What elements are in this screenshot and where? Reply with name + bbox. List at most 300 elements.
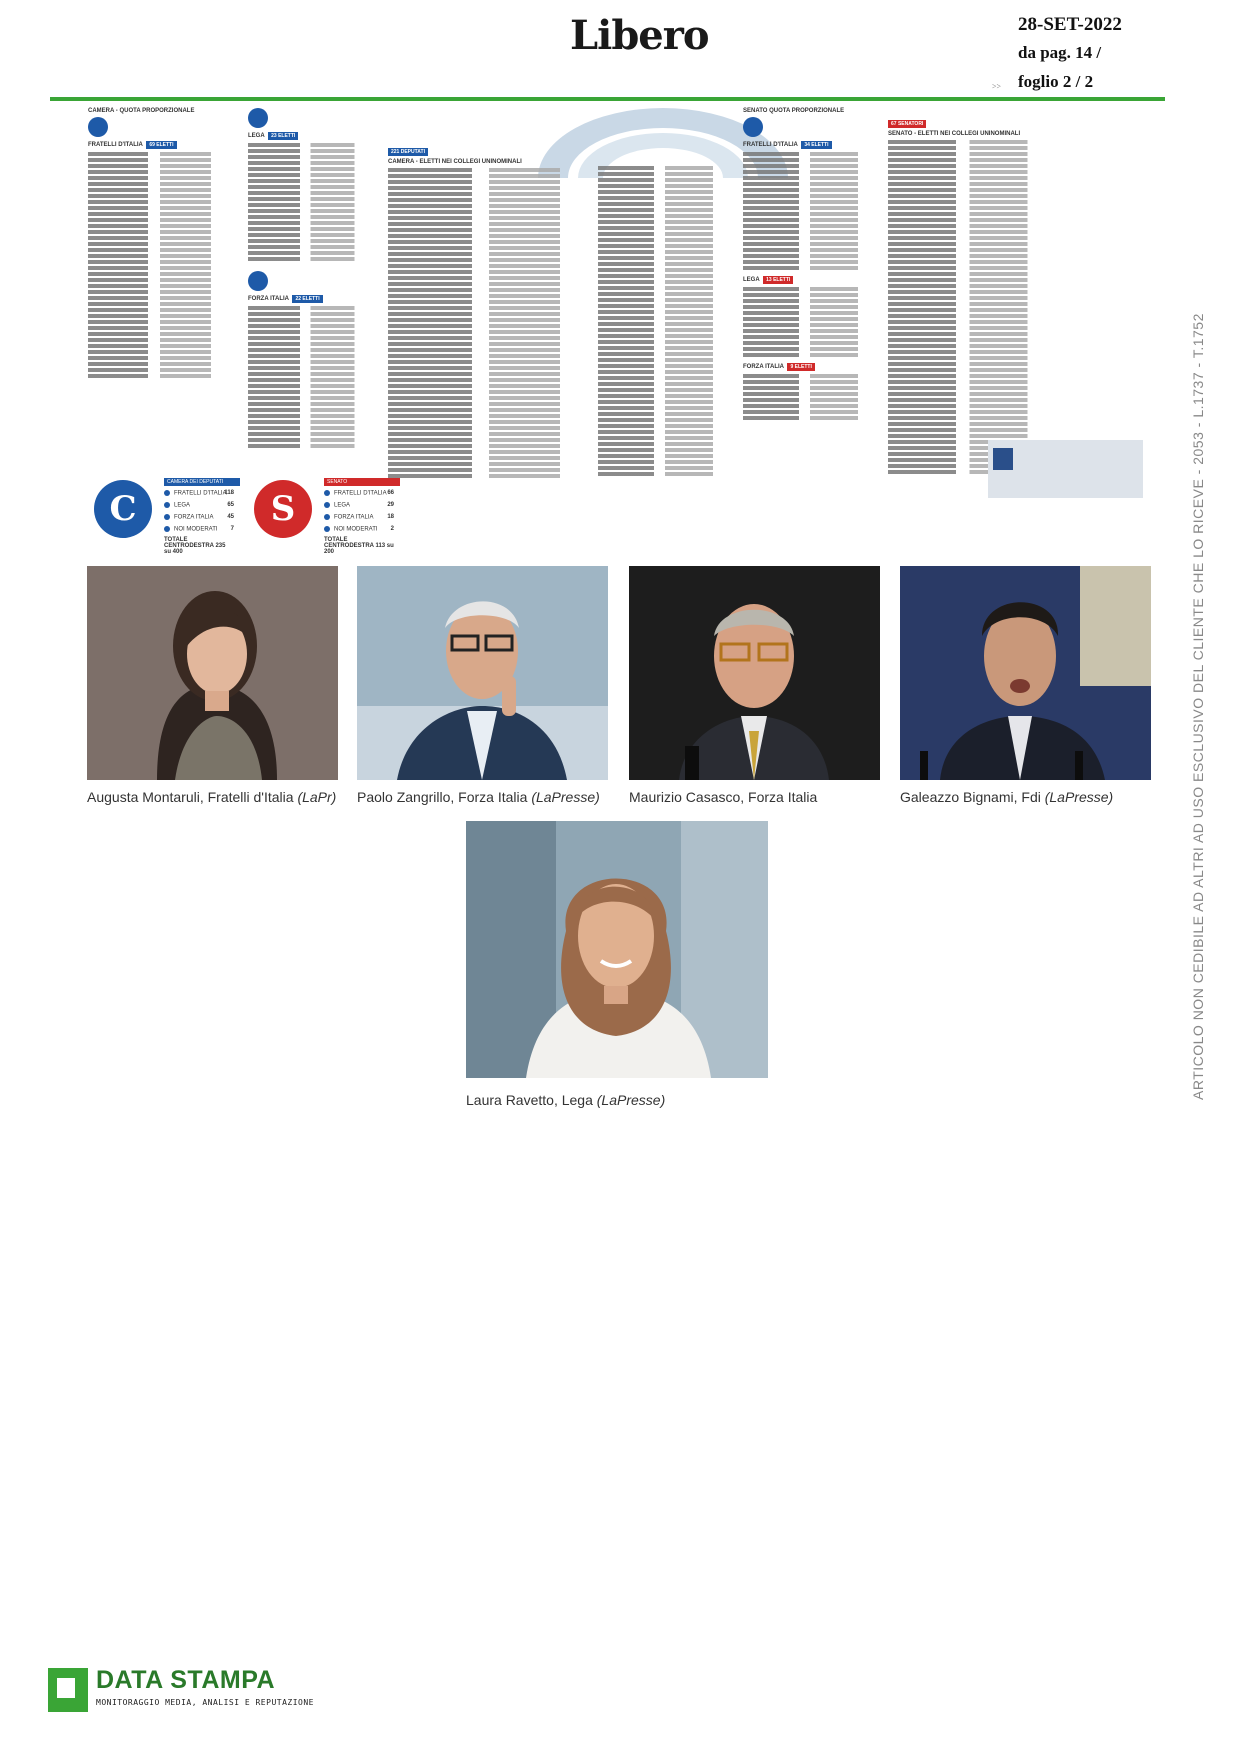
senate-uninominal-title: SENATO - ELETTI NEI COLLEGI UNINOMINALI: [888, 131, 1021, 137]
candidate-row: [88, 212, 238, 216]
candidate-row: [88, 224, 238, 228]
candidate-row: [888, 212, 1058, 216]
candidate-row: [248, 161, 378, 165]
candidate-row: [388, 390, 598, 394]
camera-uninominal-column-2: [598, 164, 738, 478]
candidate-row: [388, 180, 598, 184]
candidate-row: [743, 386, 883, 390]
senate-lega-list: [743, 287, 883, 357]
senato-total: TOTALE CENTRODESTRA 113 su 200: [324, 537, 394, 555]
candidate-row: [598, 316, 738, 320]
candidate-row: [743, 194, 883, 198]
candidate-row: [388, 276, 598, 280]
camera-emblem-icon: C: [94, 480, 152, 538]
photo-maurizio-casasco: [629, 566, 880, 780]
candidate-row: [388, 210, 598, 214]
senate-fdi-elected-badge: 34 ELETTI: [801, 141, 831, 149]
candidate-row: [743, 212, 883, 216]
candidate-row: [743, 266, 883, 270]
candidate-row: [598, 358, 738, 362]
candidate-row: [598, 472, 738, 476]
data-stampa-logo-icon: [48, 1668, 88, 1712]
candidate-row: [388, 168, 598, 172]
caption-credit: (LaPr): [297, 789, 337, 805]
candidate-row: [388, 264, 598, 268]
candidate-row: [88, 374, 238, 378]
candidate-row: [388, 372, 598, 376]
candidate-row: [888, 260, 1058, 264]
candidate-row: [598, 184, 738, 188]
candidate-row: [888, 146, 1058, 150]
candidate-row: [743, 287, 883, 291]
candidate-row: [598, 268, 738, 272]
candidate-row: [388, 348, 598, 352]
candidate-row: [388, 174, 598, 178]
candidate-row: [388, 408, 598, 412]
candidate-row: [88, 326, 238, 330]
photo-caption: [900, 789, 1113, 805]
candidate-row: [888, 404, 1058, 408]
senate-fdi-list: [743, 152, 883, 270]
candidate-row: [598, 346, 738, 350]
candidate-row: [598, 370, 738, 374]
candidate-row: [888, 416, 1058, 420]
candidate-row: [598, 244, 738, 248]
candidate-row: [598, 232, 738, 236]
candidate-row: [88, 332, 238, 336]
candidate-row: [743, 254, 883, 258]
candidate-row: [388, 258, 598, 262]
candidate-row: [88, 164, 238, 168]
caption-name: Maurizio Casasco, Forza Italia: [629, 789, 818, 805]
candidate-row: [388, 318, 598, 322]
candidate-row: [743, 242, 883, 246]
footer-tagline: MONITORAGGIO MEDIA, ANALISI E REPUTAZIONE: [96, 1698, 314, 1707]
candidate-row: [598, 412, 738, 416]
candidate-row: [388, 468, 598, 472]
candidate-row: [888, 248, 1058, 252]
lega-logo-icon: [248, 108, 268, 128]
candidate-row: [598, 286, 738, 290]
candidate-row: [248, 414, 378, 418]
candidate-row: [743, 182, 883, 186]
candidate-row: [88, 368, 238, 372]
candidate-row: [888, 290, 1058, 294]
candidate-row: [888, 182, 1058, 186]
candidate-row: [388, 192, 598, 196]
candidate-row: [248, 432, 378, 436]
candidate-row: [743, 200, 883, 204]
senate-proportional-column: [743, 108, 883, 422]
photo-caption: [629, 789, 817, 805]
candidate-row: [888, 374, 1058, 378]
candidate-row: [88, 362, 238, 366]
candidate-row: [743, 374, 883, 378]
senate-uninominal-list: [888, 140, 1058, 474]
senato-row-value: 18: [387, 514, 394, 520]
candidate-row: [388, 222, 598, 226]
candidate-row: [598, 430, 738, 434]
candidate-row: [248, 348, 378, 352]
candidate-row: [248, 173, 378, 177]
candidate-row: [888, 356, 1058, 360]
candidate-row: [388, 246, 598, 250]
caption-name: Laura Ravetto, Lega: [466, 1092, 597, 1108]
candidate-row: [388, 360, 598, 364]
candidate-row: [88, 158, 238, 162]
candidate-row: [743, 410, 883, 414]
candidate-row: [743, 293, 883, 297]
candidate-row: [888, 218, 1058, 222]
caption-name: Galeazzo Bignami, Fdi: [900, 789, 1045, 805]
senate-fi-header: FORZA ITALIA: [743, 364, 784, 370]
candidate-row: [598, 298, 738, 302]
candidate-row: [388, 282, 598, 286]
camera-row-value: 118: [224, 490, 234, 496]
senato-row-party: FORZA ITALIA: [334, 514, 374, 521]
candidate-row: [598, 166, 738, 170]
candidate-row: [388, 300, 598, 304]
candidate-row: [743, 392, 883, 396]
candidate-row: [743, 224, 883, 228]
candidate-row: [598, 448, 738, 452]
uninominal-title: CAMERA - ELETTI NEI COLLEGI UNINOMINALI: [388, 159, 522, 165]
candidate-row: [388, 198, 598, 202]
candidate-row: [743, 206, 883, 210]
senate-section-title: SENATO QUOTA PROPORZIONALE: [743, 108, 845, 114]
candidate-row: [388, 396, 598, 400]
candidate-row: [388, 456, 598, 460]
candidate-row: [388, 240, 598, 244]
candidate-row: [598, 436, 738, 440]
caption-credit: (LaPresse): [531, 789, 600, 805]
candidate-row: [88, 272, 238, 276]
candidate-row: [743, 404, 883, 408]
senato-row-party: LEGA: [334, 502, 351, 509]
candidate-row: [248, 396, 378, 400]
candidate-row: [88, 290, 238, 294]
uninominal-count-badge: 221 DEPUTATI: [388, 148, 428, 156]
photo-galeazzo-bignami: [900, 566, 1151, 780]
senato-row-value: 66: [387, 490, 394, 496]
uninominal-candidate-list-2: [598, 166, 738, 476]
candidate-row: [388, 384, 598, 388]
candidate-row: [598, 310, 738, 314]
candidate-row: [743, 311, 883, 315]
candidate-row: [888, 206, 1058, 210]
candidate-row: [388, 402, 598, 406]
candidate-row: [388, 288, 598, 292]
clipping-metadata: [992, 14, 1122, 101]
candidate-row: [598, 460, 738, 464]
camera-row-party: NOI MODERATI: [174, 526, 218, 533]
candidate-row: [88, 266, 238, 270]
candidate-row: [598, 376, 738, 380]
uninominal-candidate-list: [388, 168, 598, 478]
photo-augusta-montaruli: [87, 566, 338, 780]
caption-name: Paolo Zangrillo, Forza Italia: [357, 789, 532, 805]
candidate-row: [248, 366, 378, 370]
candidate-row: [388, 252, 598, 256]
candidate-row: [888, 200, 1058, 204]
candidate-row: [88, 308, 238, 312]
candidate-row: [88, 176, 238, 180]
clipping-date: 28-SET-2022: [1018, 14, 1122, 35]
candidate-row: [388, 306, 598, 310]
camera-proportional-column: [88, 108, 238, 380]
candidate-row: [888, 188, 1058, 192]
candidate-row: [888, 296, 1058, 300]
candidate-row: [88, 284, 238, 288]
candidate-row: [88, 350, 238, 354]
candidate-row: [388, 474, 598, 478]
candidate-row: [598, 454, 738, 458]
candidate-row: [388, 234, 598, 238]
candidate-row: [248, 245, 378, 249]
candidate-row: [888, 332, 1058, 336]
candidate-row: [888, 194, 1058, 198]
candidate-row: [388, 378, 598, 382]
candidate-row: [248, 324, 378, 328]
ballot-box-icon: [993, 448, 1013, 470]
candidate-row: [388, 444, 598, 448]
candidate-row: [88, 314, 238, 318]
candidate-row: [598, 220, 738, 224]
candidate-row: [88, 218, 238, 222]
candidate-row: [743, 341, 883, 345]
candidate-row: [598, 172, 738, 176]
candidate-row: [388, 204, 598, 208]
photo-caption: [357, 789, 600, 805]
lega-candidate-list: [248, 143, 378, 261]
candidate-row: [743, 176, 883, 180]
senate-uninominal-column: [888, 120, 1058, 476]
candidate-row: [248, 318, 378, 322]
candidate-row: [88, 356, 238, 360]
candidate-row: [248, 372, 378, 376]
candidate-row: [888, 278, 1058, 282]
candidate-row: [598, 340, 738, 344]
candidate-row: [88, 230, 238, 234]
candidate-row: [388, 216, 598, 220]
candidate-row: [88, 344, 238, 348]
candidate-row: [888, 344, 1058, 348]
candidate-row: [888, 158, 1058, 162]
candidate-row: [88, 338, 238, 342]
footer-brand: DATA STAMPA: [96, 1666, 276, 1694]
election-results-clipping: [88, 104, 1153, 555]
camera-box-title: CAMERA DEI DEPUTATI: [164, 478, 240, 486]
camera-row-value: 65: [227, 502, 234, 508]
candidate-row: [598, 262, 738, 266]
camera-total: TOTALE CENTRODESTRA 235 su 400: [164, 537, 226, 555]
senate-fdi-logo-icon: [743, 117, 763, 137]
page-reference: da pag. 14 /: [1018, 43, 1102, 62]
candidate-row: [248, 149, 378, 153]
candidate-row: [743, 305, 883, 309]
candidate-row: [743, 416, 883, 420]
candidate-row: [88, 260, 238, 264]
candidate-row: [598, 274, 738, 278]
candidate-row: [888, 380, 1058, 384]
senato-emblem-icon: S: [254, 480, 312, 538]
candidate-row: [388, 354, 598, 358]
candidate-row: [88, 320, 238, 324]
fdi-header: FRATELLI D'ITALIA: [88, 142, 143, 148]
photo-paolo-zangrillo: [357, 566, 608, 780]
candidate-row: [598, 178, 738, 182]
candidate-row: [248, 384, 378, 388]
candidate-row: [888, 284, 1058, 288]
senate-fi-elected-badge: 9 ELETTI: [787, 363, 814, 371]
candidate-row: [248, 408, 378, 412]
candidate-row: [248, 215, 378, 219]
caption-credit: (LaPresse): [596, 1092, 666, 1108]
candidate-row: [888, 350, 1058, 354]
candidate-row: [248, 420, 378, 424]
candidate-row: [88, 194, 238, 198]
camera-row-party: FORZA ITALIA: [174, 514, 214, 521]
candidate-row: [388, 324, 598, 328]
candidate-row: [888, 230, 1058, 234]
candidate-row: [598, 352, 738, 356]
candidate-row: [248, 191, 378, 195]
candidate-row: [598, 304, 738, 308]
candidate-row: [743, 152, 883, 156]
candidate-row: [888, 176, 1058, 180]
candidate-row: [388, 186, 598, 190]
fdi-logo-icon: [88, 117, 108, 137]
newspaper-masthead: Libero: [570, 12, 709, 59]
candidate-row: [248, 426, 378, 430]
fi-header: FORZA ITALIA: [248, 296, 289, 302]
candidate-row: [88, 248, 238, 252]
candidate-row: [248, 143, 378, 147]
candidate-row: [598, 190, 738, 194]
candidate-row: [388, 450, 598, 454]
fi-elected-badge: 22 ELETTI: [292, 295, 322, 303]
photo-laura-ravetto: [466, 821, 768, 1078]
candidate-row: [888, 410, 1058, 414]
candidate-row: [388, 312, 598, 316]
candidate-row: [88, 200, 238, 204]
candidate-row: [88, 206, 238, 210]
candidate-row: [743, 236, 883, 240]
camera-row-party: LEGA: [174, 502, 191, 509]
candidate-row: [248, 257, 378, 261]
senato-row-value: 2: [390, 526, 394, 532]
senate-fdi-header: FRATELLI D'ITALIA: [743, 142, 798, 148]
fi-logo-icon: [248, 271, 268, 291]
photo-caption: [87, 789, 336, 805]
candidate-row: [743, 164, 883, 168]
sheet-reference: foglio 2 / 2: [1018, 72, 1094, 91]
candidate-row: [598, 250, 738, 254]
candidate-row: [248, 360, 378, 364]
lega-fi-column: [248, 108, 378, 450]
candidate-row: [248, 402, 378, 406]
candidate-row: [88, 302, 238, 306]
candidate-row: [888, 254, 1058, 258]
senato-box-title: SENATO: [324, 478, 400, 486]
fi-candidate-list: [248, 306, 378, 448]
candidate-row: [88, 254, 238, 258]
candidate-row: [88, 278, 238, 282]
candidate-row: [598, 466, 738, 470]
candidate-row: [388, 342, 598, 346]
candidate-row: [743, 218, 883, 222]
candidate-row: [888, 308, 1058, 312]
candidate-row: [598, 406, 738, 410]
candidate-row: [248, 185, 378, 189]
candidate-row: [743, 398, 883, 402]
candidate-row: [888, 434, 1058, 438]
candidate-row: [598, 238, 738, 242]
camera-section-title: CAMERA - QUOTA PROPORZIONALE: [88, 108, 195, 114]
senato-row-party: NOI MODERATI: [334, 526, 378, 533]
candidate-row: [598, 382, 738, 386]
candidate-row: [743, 317, 883, 321]
candidate-row: [88, 242, 238, 246]
candidate-row: [888, 170, 1058, 174]
candidate-row: [598, 256, 738, 260]
camera-uninominal-column: [388, 148, 598, 480]
senate-lega-elected-badge: 13 ELETTI: [763, 276, 793, 284]
candidate-row: [598, 226, 738, 230]
candidate-row: [598, 388, 738, 392]
candidate-row: [388, 366, 598, 370]
candidate-row: [888, 224, 1058, 228]
candidate-row: [598, 280, 738, 284]
info-note-box: [988, 440, 1143, 498]
candidate-row: [388, 420, 598, 424]
candidate-row: [888, 152, 1058, 156]
candidate-row: [888, 392, 1058, 396]
candidate-row: [248, 209, 378, 213]
candidate-row: [743, 230, 883, 234]
candidate-row: [743, 260, 883, 264]
candidate-row: [888, 362, 1058, 366]
candidate-row: [888, 428, 1058, 432]
lega-elected-badge: 23 ELETTI: [268, 132, 298, 140]
candidate-row: [598, 292, 738, 296]
candidate-row: [888, 338, 1058, 342]
candidate-row: [248, 179, 378, 183]
candidate-row: [743, 353, 883, 357]
candidate-row: [743, 347, 883, 351]
candidate-row: [743, 380, 883, 384]
header-divider: [50, 97, 1165, 101]
senato-row-party: FRATELLI D'ITALIA: [334, 490, 387, 497]
candidate-row: [88, 170, 238, 174]
side-copyright-notice: ARTICOLO NON CEDIBILE AD ALTRI AD USO ESCLUSIVO DEL CLIENTE CHE LO RICEVE - 2053 - L.1737 - T.1752: [1190, 313, 1206, 1100]
candidate-row: [888, 242, 1058, 246]
candidate-row: [888, 140, 1058, 144]
candidate-row: [248, 438, 378, 442]
candidate-row: [88, 296, 238, 300]
candidate-row: [598, 334, 738, 338]
candidate-row: [248, 167, 378, 171]
candidate-row: [88, 236, 238, 240]
candidate-row: [248, 251, 378, 255]
candidate-row: [888, 302, 1058, 306]
candidate-row: [388, 336, 598, 340]
candidate-row: [743, 248, 883, 252]
candidate-row: [388, 330, 598, 334]
caption-credit: (LaPresse): [1044, 789, 1114, 805]
candidate-row: [888, 398, 1058, 402]
candidate-row: [743, 158, 883, 162]
